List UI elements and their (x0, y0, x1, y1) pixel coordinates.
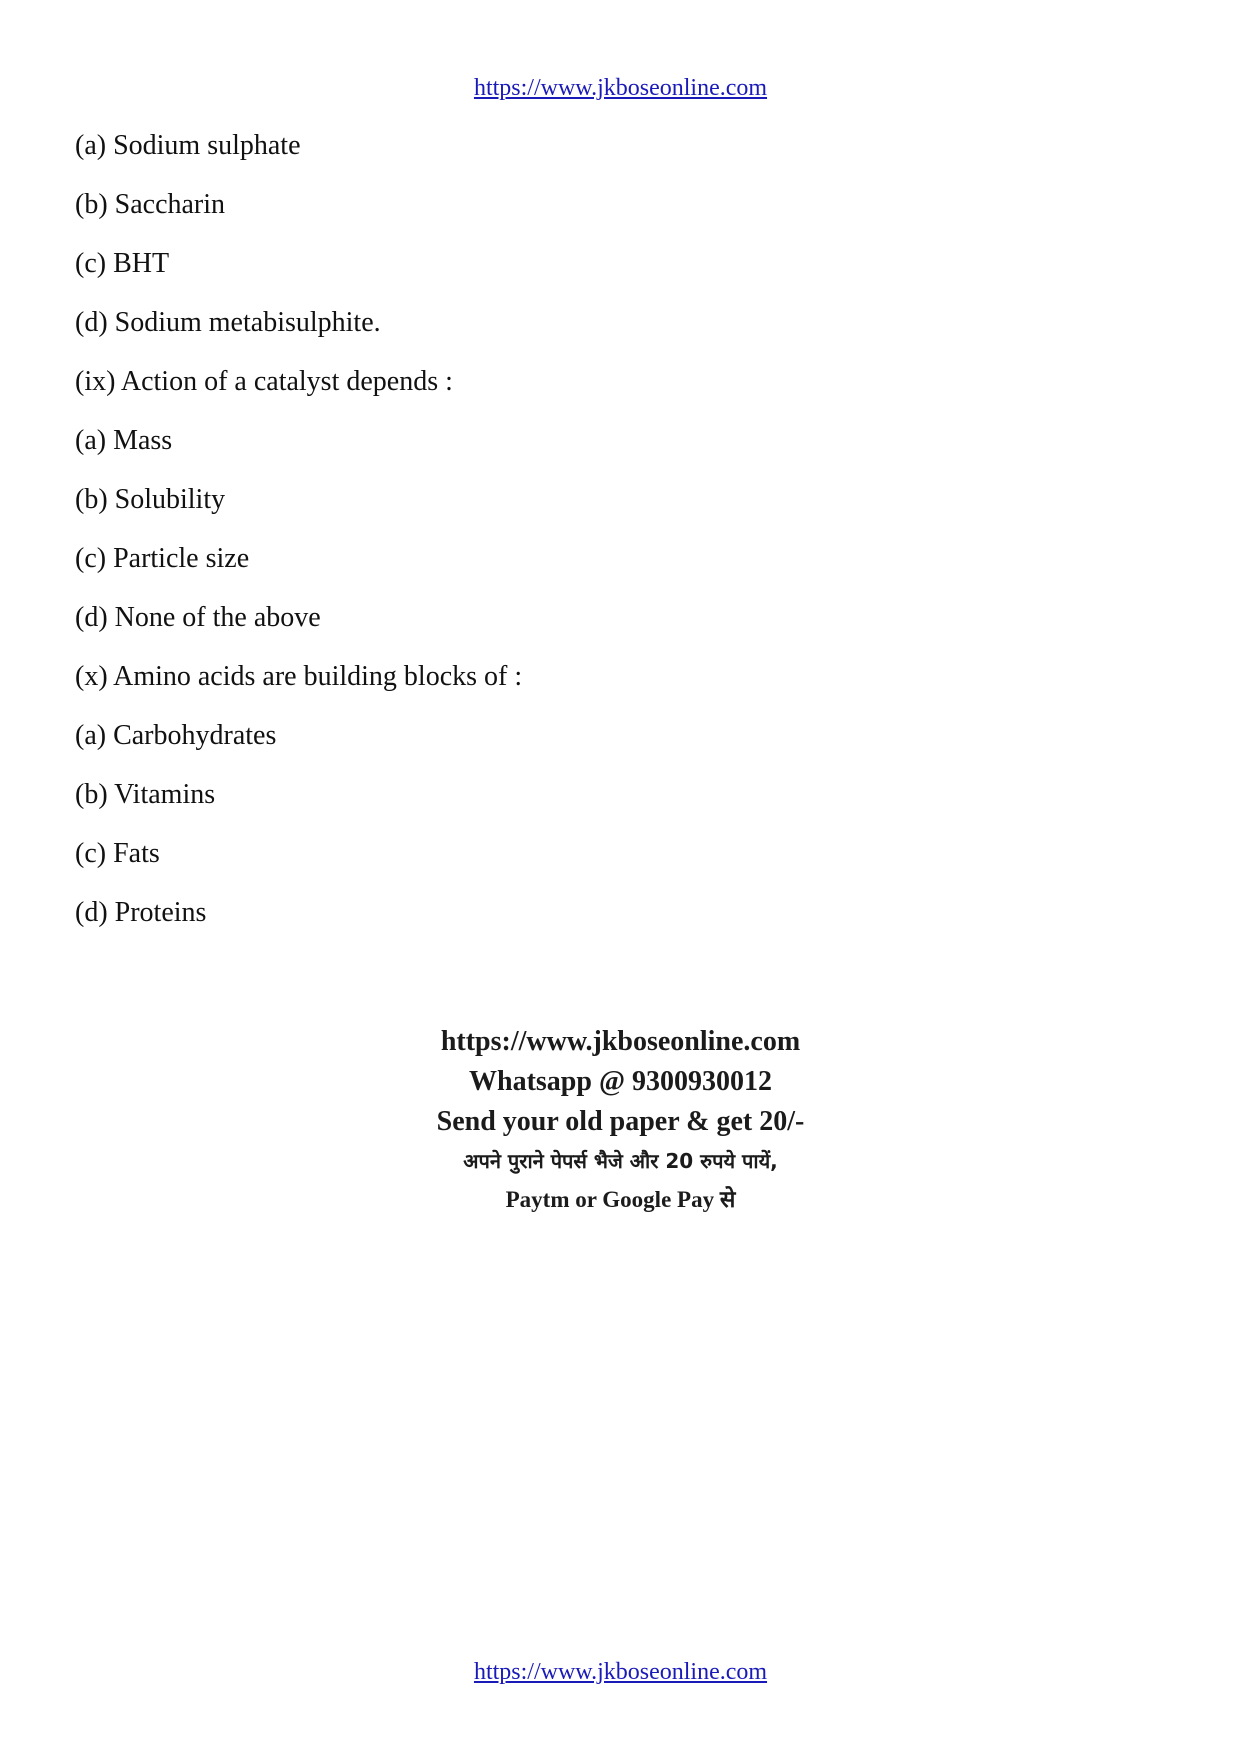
promo-block (0, 1022, 1241, 1220)
question-ix: (ix) Action of a catalyst depends : (75, 366, 453, 397)
question-options-list (75, 132, 522, 958)
option-mass: (a) Mass (75, 425, 173, 456)
promo-hindi-text: अपने पुराने पेपर्स भैजे और 20 रुपये पायें, (463, 1149, 778, 1173)
promo-whatsapp: Whatsapp @ 9300930012 (469, 1066, 772, 1097)
option-saccharin: (b) Saccharin (75, 189, 226, 220)
header-url-link[interactable]: https://www.jkboseonline.com (473, 75, 768, 101)
promo-payment: Paytm or Google Pay से (505, 1187, 736, 1212)
option-particle-size: (c) Particle size (75, 543, 250, 574)
option-sodium-sulphate: (a) Sodium sulphate (75, 130, 301, 161)
option-carbohydrates: (a) Carbohydrates (75, 720, 277, 751)
option-solubility: (b) Solubility (75, 484, 226, 515)
footer-url-link[interactable]: https://www.jkboseonline.com (473, 1659, 768, 1685)
promo-url: https://www.jkboseonline.com (440, 1026, 801, 1057)
promo-offer: Send your old paper & get 20/- (436, 1106, 805, 1137)
option-vitamins: (b) Vitamins (75, 779, 216, 810)
option-none-of-the-above: (d) None of the above (75, 602, 321, 633)
option-sodium-metabisulphite: (d) Sodium metabisulphite. (75, 307, 381, 338)
option-bht: (c) BHT (75, 248, 170, 279)
option-proteins: (d) Proteins (75, 897, 207, 928)
option-fats: (c) Fats (75, 838, 160, 869)
question-x: (x) Amino acids are building blocks of : (75, 661, 523, 692)
